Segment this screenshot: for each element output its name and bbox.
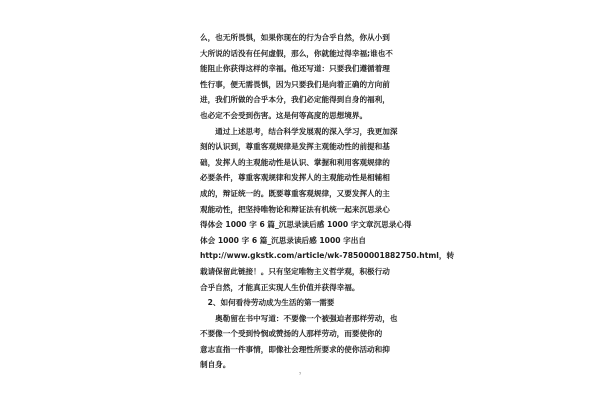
text-line: 得体会 1000 字 6 篇_沉思录读后感 1000 字文章沉思录心得 — [200, 220, 412, 230]
text-line: 础，发挥人的主观能动性是认识、掌握和利用客观规律的 — [200, 157, 390, 167]
text-line: 制自身。 — [200, 360, 231, 370]
text-line: 不要像一个受到怜悯或赞扬的人那样劳动，而要使你的 — [200, 329, 383, 339]
text-line: 么，也无所畏惧，如果你现在的行为合乎自然，你从小到 — [200, 33, 390, 42]
page-number: 7 — [298, 371, 302, 376]
text-line: 也必定不会受到伤害。这是何等高度的思想境界。 — [200, 110, 368, 120]
source-link[interactable]: http://www.gkstk.com/article/wk-78500001882750.html，转 — [200, 251, 455, 261]
text-line: 必要条件，尊重客观规律和发挥人的主观能动性是相辅相 — [200, 173, 390, 183]
text-line: 成的，辩证统一的。既要尊重客观规律，又要发挥人的主 — [200, 188, 390, 198]
text-line: 体会 1000 字 6 篇_沉思录读后感 1000 字出自 — [200, 235, 366, 245]
section-heading: 2、如何看待劳动成为生活的第一需要 — [200, 298, 335, 308]
text-line: 通过上述思考，结合科学发展观的深入学习，我更加深 — [200, 126, 398, 136]
body-text — [200, 30, 455, 373]
text-line: 刻的认识到，尊重客观规律是发挥主观能动性的前提和基 — [200, 142, 390, 152]
text-line: 大所说的话没有任何虚假，那么，你就能过得幸福;谁也不 — [200, 48, 393, 58]
text-line: 奥勒留在书中写道：不要像一个被强迫者那样劳动，也 — [200, 313, 398, 323]
text-line: 能阻止你获得这样的幸福。他还写道：只要我们遵循着理 — [200, 64, 390, 74]
text-line: 观能动性，把坚持唯物论和辩证法有机统一起来沉思录心 — [200, 204, 390, 214]
text-line: 性行事，便无需畏惧，因为只要我们是向着正确的方向前 — [200, 79, 390, 89]
text-line: 合乎自然，才能真正实现人生价值并获得幸福。 — [200, 282, 360, 292]
text-line: 载请保留此链接！。只有坚定唯物主义哲学观，积极行动 — [200, 266, 390, 276]
text-line: 进，我们所做的合乎本分，我们必定能得到自身的福利， — [200, 95, 390, 105]
text-line: 意志直指一件事情，即像社会理性所要求的使你活动和抑 — [200, 344, 390, 354]
